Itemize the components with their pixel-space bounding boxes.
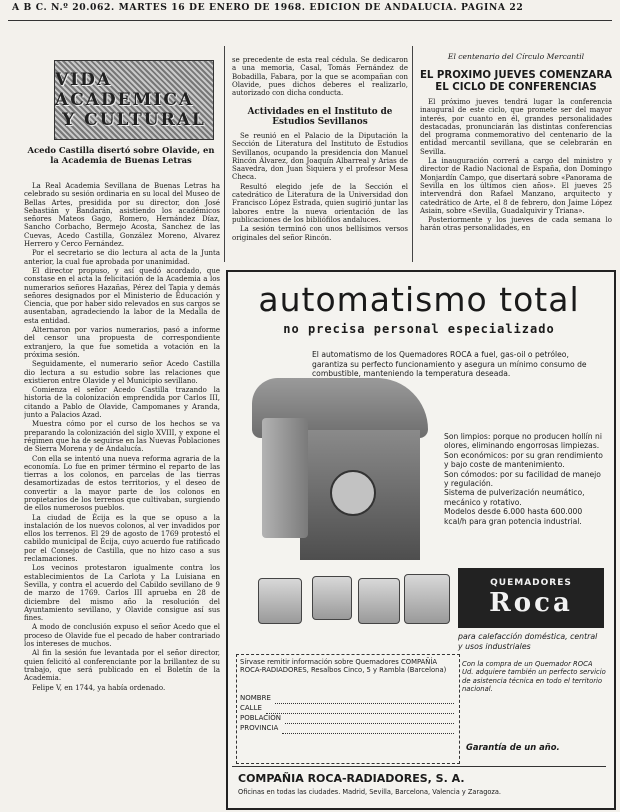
- left-headline: Acedo Castilla disertó sobre Olavide, en la Academia de Buenas Letras: [27, 145, 215, 165]
- paragraph: Con ella se intentó una nueva reforma agraria de la economía. Lo fue en primer término el reparto de las tierras a los colonos, en parcelas de las tierras desamortizadas de estos territorios, y el deseo de convertir a la mayor parte de los colonos en propietarios de los terrenos que cultivaban, surgiendo de ellos numerosos pueblos.: [24, 454, 220, 513]
- paragraph: Comienza el señor Acedo Castilla trazando la historia de la colonización emprendida por Carlos III, citando a Pablo de Olavide, Campomanes y Aranda, junto a Palacios Azad.: [24, 386, 220, 420]
- coupon-field-label: CALLE: [240, 704, 262, 712]
- center-headline: Actividades en el Instituto de Estudios Sevillanos: [247, 107, 393, 127]
- boiler-illustration: [404, 574, 450, 624]
- ad-company: COMPAÑIA ROCA-RADIADORES, S. A.: [238, 772, 465, 785]
- paragraph: El próximo jueves tendrá lugar la conferencia inaugural de este ciclo, que promete ser del mayor interés, por cuanto en él, grandes personalidades destacadas, pronunciarán las distintas conferencias del programa conmemorativo del centenario de la entidad mercantil sevillana, que se celebrarán en Sevilla.: [420, 98, 612, 156]
- paragraph: La Real Academia Sevillana de Buenas Letras ha celebrado su sesión ordinaria en su local del Museo de Bellas Artes, presidida por su director, don José Sebastián y Bandarán, asistiendo los académicos señores Mateos Gago, Romero, Hernández Díaz, Sancho Corbacho, Bermejo Acosta, Sanchez de las Cuevas, Acedo Castilla, González Moreno, Alvarez Herrero y Cerco Fernández.: [24, 182, 220, 249]
- ad-company-address: Oficinas en todas las ciudades. Madrid, Sevilla, Barcelona, Valencia y Zaragoza.: [238, 788, 502, 796]
- coupon-field-label: PROVINCIA: [240, 724, 279, 732]
- coupon-field-line[interactable]: [285, 714, 454, 724]
- coupon-field-line[interactable]: [266, 704, 454, 714]
- banner-line-2: Y CULTURAL: [62, 110, 206, 130]
- banner-line-1: VIDA ACADEMICA: [55, 70, 195, 110]
- ad-caption-line: y usos industriales: [458, 642, 531, 651]
- header-rule: [8, 20, 612, 21]
- coupon-field[interactable]: [240, 694, 454, 704]
- paragraph: Muestra cómo por el curso de los hechos se va preparando la colonización del siglo XVIII, y expone el régimen que ha de seguirse en las Nuevas Poblaciones de Sierra Morena y de Andalucía.: [24, 420, 220, 454]
- paragraph: La inauguración correrá a cargo del ministro y director de Radio Nacional de España, don Domingo Monjardín Campo, que disertará sobre «Panorama de Sevilla en los últimos cien años». El jueves 25 intervendrá don Rafael Manzano, arquitecto y catedrático de Arte, el 8 de febrero, don Jaime López Asiain, sobre «Sevilla, Guadalquivir y Triana».: [420, 157, 612, 215]
- ad-feature: Son limpios: porque no producen hollín ni olores, eliminando engorrosas limpiezas.: [444, 432, 602, 451]
- left-article-body: [24, 182, 220, 808]
- paragraph: Posteriormente y los jueves de cada semana lo harán otras personalidades, en: [420, 216, 612, 233]
- paragraph: La ciudad de Écija es la que se opuso a la instalación de los nuevos colonos, al ver invadidos por ellos los terrenos. El 29 de agosto de 1769 protestó el cabildo municipal de Écija, cuyo acuerdo fue ratificado por el Consejo de Castilla, que no hizo caso a sus reclamaciones.: [24, 513, 220, 564]
- paragraph: Alternaron por varios numerarios, pasó a informe del censor una propuesta de correspondiente extranjero, la que fue sometida a votación en la próxima sesión.: [24, 326, 220, 359]
- right-article-body: [420, 98, 612, 264]
- ad-guarantee: Garantía de un año.: [466, 742, 560, 752]
- center-top-lines: [232, 56, 408, 100]
- paragraph: Resultó elegido jefe de la Sección el catedrático de Literatura de la Universidad don Francisco López Estrada, quien sugirió juntar las labores entre la nueva orientación de las publicaciones de los bibliófilos andaluces.: [232, 182, 408, 224]
- ad-footer-rule: [232, 766, 606, 767]
- coupon-intro: Sírvase remitir información sobre Quemadores COMPAÑÍA ROCA-RADIADORES, Resalbos Cinco, 5 y Rambla (Barcelona): [240, 658, 447, 675]
- paragraph: La sesión terminó con unos bellísimos versos originales del señor Rincón.: [232, 225, 408, 242]
- paragraph: Los vecinos protestaron igualmente contra los establecimientos de La Carlota y La Luisiana en Sevilla, y contra el acuerdo del Cabildo sevillano de 9 de marzo de 1769. Carlos III aprueba en 28 de diciembre del mismo año la resolución del Ayuntamiento sevillano, y Olavide consigue así sus fines.: [24, 564, 220, 623]
- ad-title: automatismo total: [258, 280, 580, 319]
- coupon-field-line[interactable]: [282, 724, 454, 734]
- ad-right-note: Con la compra de un Quemador ROCA Ud. adquiere también un perfecto servicio de asistencia técnica en todo el territorio nacional.: [462, 660, 606, 694]
- right-headline: EL PROXIMO JUEVES COMENZARA EL CICLO DE CONFERENCIAS: [419, 70, 613, 93]
- ad-intro: El automatismo de los Quemadores ROCA a fuel, gas-oil o petróleo, garantiza su perfecto funcionamiento y asegura un mínimo consumo de combustible, manteniendo la temperatura deseada.: [312, 350, 587, 379]
- paragraph: El director propuso, y así quedó acordado, que constase en el acta la felicitación de la Academia a los numerarios señores Hazañas, Pérez del Tapia y demás señores designados por el Ministerio de Educación y Ciencia, que por haber sido relevados en sus cargos se ausentaban, agradeciendo la labor de la Medalla de esta entidad.: [24, 266, 220, 325]
- ad-caption: [458, 632, 608, 652]
- coupon-field-label: POBLACION: [240, 714, 281, 722]
- page-header: A B C. N.º 20.062. MARTES 16 DE ENERO DE 1968. EDICION DE ANDALUCIA. PAGINA 22: [12, 2, 524, 13]
- coupon-field-label: NOMBRE: [240, 694, 271, 702]
- right-kicker: El centenario del Círculo Mercantil: [447, 52, 585, 61]
- ad-feature: Modelos desde 6.000 hasta 600.000 kcal/h para gran potencia industrial.: [444, 507, 583, 526]
- burner-illustration-side: [262, 418, 308, 538]
- brand-box-top: QUEMADORES: [490, 578, 572, 588]
- coupon-field[interactable]: [240, 724, 454, 734]
- paragraph: Por el secretario se dio lectura al acta de la Junta anterior, la cual fue aprobada por unanimidad.: [24, 249, 220, 266]
- ad-caption-line: para calefacción doméstica, central: [458, 632, 598, 641]
- center-article-body: [232, 132, 408, 262]
- burner-fan-icon: [330, 470, 376, 516]
- boiler-illustration: [258, 578, 302, 624]
- paragraph: Seguidamente, el numerario señor Acedo Castilla dio lectura a su estudio sobre las relaciones que existieron entre Olavide y el Municipio sevillano.: [24, 360, 220, 385]
- boiler-illustration: [312, 576, 352, 620]
- ad-subtitle: no precisa personal especializado: [283, 322, 555, 336]
- paragraph: Se reunió en el Palacio de la Diputación la Sección de Literatura del Instituto de Estudios Sevillanos, ocupando la presidencia don Manuel Rincón Álvarez, don Joaquín Albarreal y Arias de Saavedra, don Juan Siquiera y el profesor Mesa Checa.: [232, 132, 408, 182]
- brand-box-name: Roca: [489, 588, 573, 618]
- paragraph: Al fin la sesión fue levantada por el señor director, quien felicitó al conferenciante por la brillantez de su trabajo, que será publicado en el Boletín de la Academia.: [24, 649, 220, 683]
- ad-features: [444, 432, 606, 526]
- paragraph: se precedente de esta real cédula. Se dedicaron a una memoria, Casal, Tomás Fernández de Bobadilla, Fabara, por la que se acompañan con Olavide, pues dichos deberes el realizarlo, autorizado con dicha conducta.: [232, 56, 408, 98]
- ad-feature: Son cómodos: por su facilidad de manejo y regulación.: [444, 469, 601, 489]
- boiler-illustration: [358, 578, 400, 624]
- coupon-field-line[interactable]: [275, 694, 454, 704]
- paragraph: A modo de conclusión expuso el señor Acedo que el proceso de Olavide fue el pecado de haber contrariado los intereses de muchos.: [24, 623, 220, 649]
- ad-feature: Sistema de pulverización neumático, mecánico y rotativo.: [444, 488, 585, 507]
- paragraph: Felipe V, en 1744, ya había ordenado.: [32, 683, 166, 692]
- column-divider: [224, 46, 225, 262]
- coupon-fields: [240, 694, 454, 734]
- coupon-field[interactable]: [240, 704, 454, 714]
- coupon-field[interactable]: [240, 714, 454, 724]
- section-banner: [54, 60, 214, 140]
- column-divider: [412, 46, 413, 262]
- roca-logo-box: [458, 568, 604, 628]
- ad-feature: Son económicos: por su gran rendimiento y bajo coste de mantenimiento.: [444, 450, 603, 470]
